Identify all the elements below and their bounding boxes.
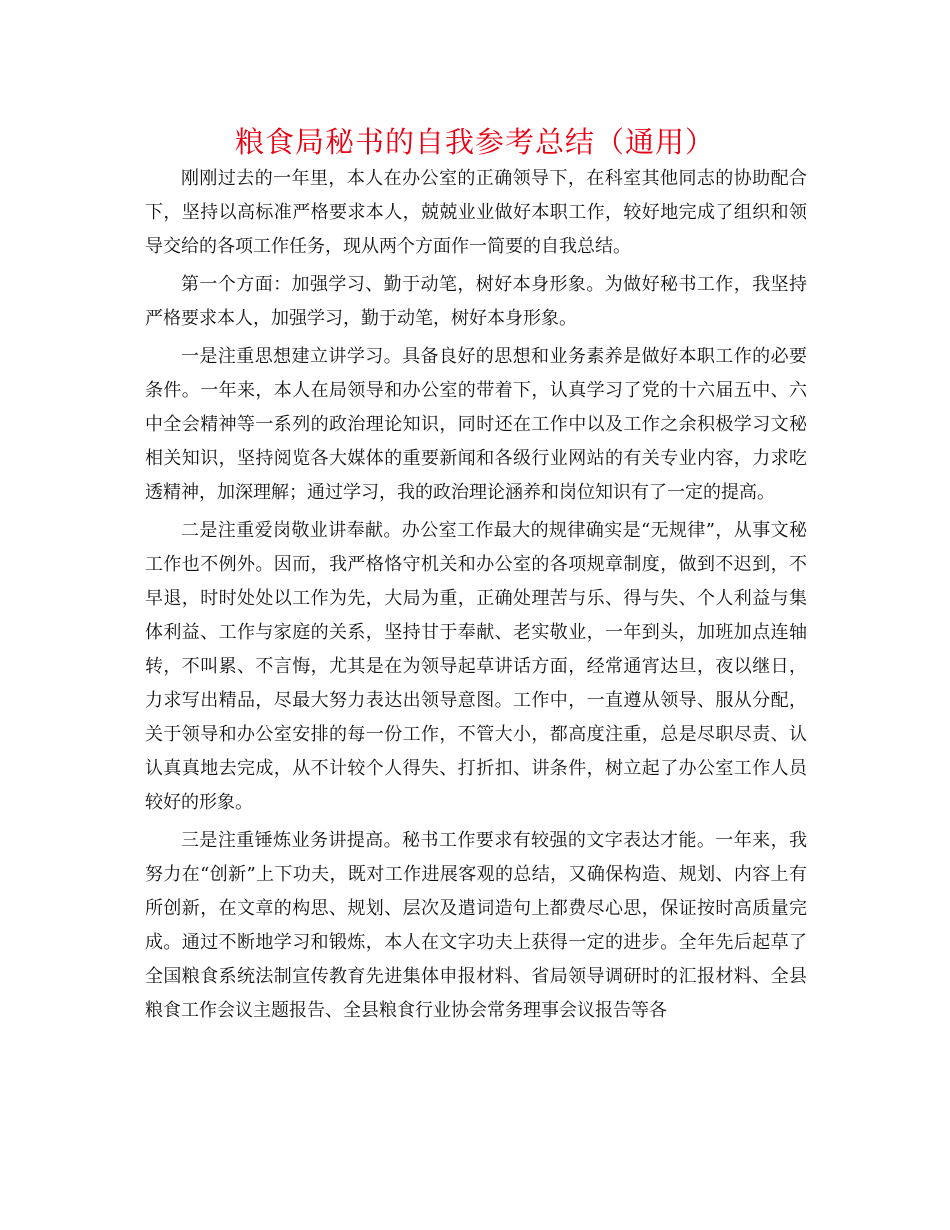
document-body bbox=[145, 162, 807, 1032]
paragraph-dedication: 二是注重爱岗敬业讲奉献。办公室工作最大的规律确实是“无规律”，从事文秘工作也不例外。因而，我严格恪守机关和办公室的各项规章制度，做到不迟到，不早退，时时处处以工作为先，大局为重，正确处理苦与乐、得与失、个人利益与集体利益、工作与家庭的关系，坚持甘于奉献、老实敬业，一年到头，加班加点连轴转，不叫累、不言悔，尤其是在为领导起草讲话方面，经常通宵达旦，夜以继日，力求写出精品，尽最大努力表达出领导意图。工作中，一直遵从领导、服从分配，关于领导和办公室安排的每一份工作，不管大小，都高度注重，总是尽职尽责、认认真真地去完成，从不计较个人得失、打折扣、讲条件，树立起了办公室工作人员较好的形象。 bbox=[145, 520, 807, 813]
document-title: 粮食局秘书的自我参考总结（通用） bbox=[234, 125, 715, 159]
paragraph-study: 一是注重思想建立讲学习。具备良好的思想和业务素养是做好本职工作的必要条件。一年来，本人在局领导和办公室的带着下，认真学习了党的十六届五中、六中全会精神等一系列的政治理论知识，同时还在工作中以及工作之余积极学习文秘相关知识，坚持阅览各大媒体的重要新闻和各级行业网站的有关专业内容，力求吃透精神，加深理解；通过学习，我的政治理论涵养和岗位知识有了一定的提高。 bbox=[145, 346, 807, 503]
paragraph-aspect-one: 第一个方面：加强学习、勤于动笔，树好本身形象。为做好秘书工作，我坚持严格要求本人，加强学习，勤于动笔，树好本身形象。 bbox=[145, 274, 807, 329]
paragraph-intro: 刚刚过去的一年里，本人在办公室的正确领导下，在科室其他同志的协助配合下，坚持以高标准严格要求本人，兢兢业业做好本职工作，较好地完成了组织和领导交给的各项工作任务，现从两个方面作一简要的自我总结。 bbox=[145, 168, 807, 257]
paragraph-skills: 三是注重锤炼业务讲提高。秘书工作要求有较强的文字表达才能。一年来，我努力在“创新”上下功夫，既对工作进展客观的总结，又确保构造、规划、内容上有所创新，在文章的构思、规划、层次及遣词造句上都费尽心思，保证按时高质量完成。通过不断地学习和锻炼，本人在文字功夫上获得一定的进步。全年先后起草了全国粮食系统法制宣传教育先进集体申报材料、省局领导调研时的汇报材料、全县粮食工作会议主题报告、全县粮食行业协会常务理事会议报告等各 bbox=[145, 830, 807, 1021]
